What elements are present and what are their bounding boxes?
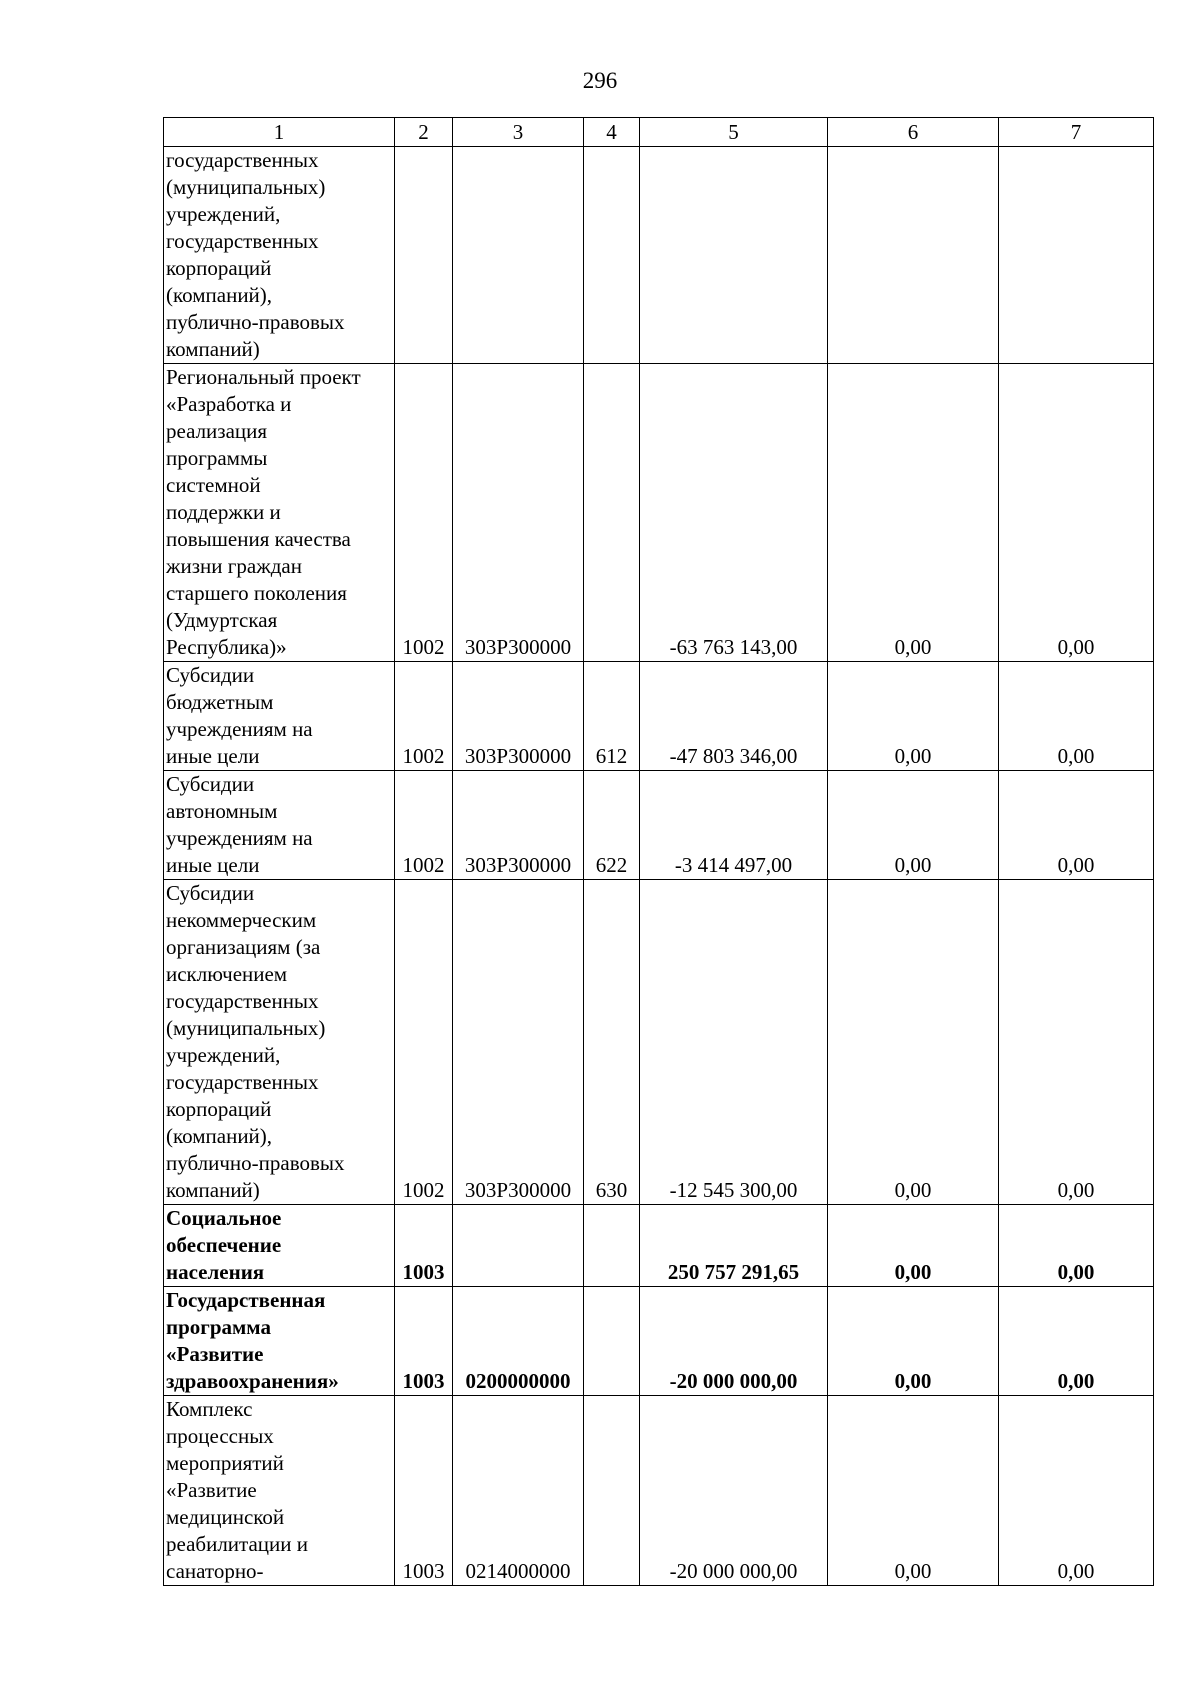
row-section-cell: 1003 [395, 1205, 453, 1287]
table-row [164, 147, 1154, 364]
budget-table [163, 117, 1154, 1586]
row-amount-col6-cell: 0,00 [828, 364, 999, 662]
row-amount-col5-cell [640, 147, 828, 364]
row-name-cell: Социальное обеспечение населения [164, 1205, 395, 1287]
row-name-cell: Региональный проект «Разработка и реализация программы системной поддержки и повышения качества жизни граждан старшего поколения (Удмуртская Республика)» [164, 364, 395, 662]
row-amount-col5-cell: -63 763 143,00 [640, 364, 828, 662]
row-amount-col7-cell [999, 147, 1154, 364]
row-amount-col7-cell: 0,00 [999, 1287, 1154, 1396]
table-row [164, 364, 1154, 662]
row-type-cell [584, 1205, 640, 1287]
row-amount-col7-cell: 0,00 [999, 1396, 1154, 1586]
row-amount-col6-cell: 0,00 [828, 662, 999, 771]
row-type-cell [584, 364, 640, 662]
row-code-cell: 303P300000 [453, 771, 584, 880]
row-amount-col6-cell: 0,00 [828, 1396, 999, 1586]
row-amount-col7-cell: 0,00 [999, 1205, 1154, 1287]
row-amount-col5-cell: -47 803 346,00 [640, 662, 828, 771]
row-amount-col5-cell: -3 414 497,00 [640, 771, 828, 880]
row-code-cell: 303P300000 [453, 364, 584, 662]
row-name-cell: Комплекс процессных мероприятий «Развитие медицинской реабилитации и санаторно- [164, 1396, 395, 1586]
table-row [164, 662, 1154, 771]
row-amount-col5-cell: 250 757 291,65 [640, 1205, 828, 1287]
row-section-cell: 1002 [395, 880, 453, 1205]
row-type-cell [584, 1396, 640, 1586]
row-name-cell: Субсидии автономным учреждениям на иные цели [164, 771, 395, 880]
column-header: 3 [453, 118, 584, 147]
header-row [164, 118, 1154, 147]
row-amount-col5-cell: -20 000 000,00 [640, 1396, 828, 1586]
row-code-cell [453, 147, 584, 364]
row-amount-col7-cell: 0,00 [999, 662, 1154, 771]
row-section-cell: 1003 [395, 1396, 453, 1586]
row-code-cell: 303P300000 [453, 662, 584, 771]
row-name-cell: Субсидии бюджетным учреждениям на иные цели [164, 662, 395, 771]
table-row [164, 880, 1154, 1205]
column-header: 4 [584, 118, 640, 147]
row-amount-col6-cell: 0,00 [828, 771, 999, 880]
row-amount-col5-cell: -12 545 300,00 [640, 880, 828, 1205]
row-amount-col7-cell: 0,00 [999, 364, 1154, 662]
row-type-cell: 612 [584, 662, 640, 771]
row-code-cell [453, 1205, 584, 1287]
row-code-cell: 0200000000 [453, 1287, 584, 1396]
row-code-cell: 303P300000 [453, 880, 584, 1205]
row-type-cell: 622 [584, 771, 640, 880]
row-amount-col7-cell: 0,00 [999, 880, 1154, 1205]
row-section-cell: 1002 [395, 662, 453, 771]
table-row [164, 1205, 1154, 1287]
row-type-cell [584, 1287, 640, 1396]
row-amount-col7-cell: 0,00 [999, 771, 1154, 880]
table-row [164, 1287, 1154, 1396]
page-number: 296 [582, 68, 618, 93]
table-row [164, 1396, 1154, 1586]
table-row [164, 771, 1154, 880]
column-header: 1 [164, 118, 395, 147]
row-amount-col6-cell: 0,00 [828, 1287, 999, 1396]
column-header: 2 [395, 118, 453, 147]
row-type-cell: 630 [584, 880, 640, 1205]
row-name-cell: Государственная программа «Развитие здравоохранения» [164, 1287, 395, 1396]
row-type-cell [584, 147, 640, 364]
row-section-cell: 1002 [395, 364, 453, 662]
row-section-cell: 1002 [395, 771, 453, 880]
column-header: 7 [999, 118, 1154, 147]
column-header: 5 [640, 118, 828, 147]
row-amount-col6-cell: 0,00 [828, 880, 999, 1205]
row-section-cell: 1003 [395, 1287, 453, 1396]
row-section-cell [395, 147, 453, 364]
row-name-cell: государственных (муниципальных) учреждений, государственных корпораций (компаний), публично-правовых компаний) [164, 147, 395, 364]
row-name-cell: Субсидии некоммерческим организациям (за исключением государственных (муниципальных) учреждений, государственных корпораций (компаний), публично-правовых компаний) [164, 880, 395, 1205]
row-amount-col5-cell: -20 000 000,00 [640, 1287, 828, 1396]
row-amount-col6-cell [828, 147, 999, 364]
row-code-cell: 0214000000 [453, 1396, 584, 1586]
row-amount-col6-cell: 0,00 [828, 1205, 999, 1287]
column-header: 6 [828, 118, 999, 147]
